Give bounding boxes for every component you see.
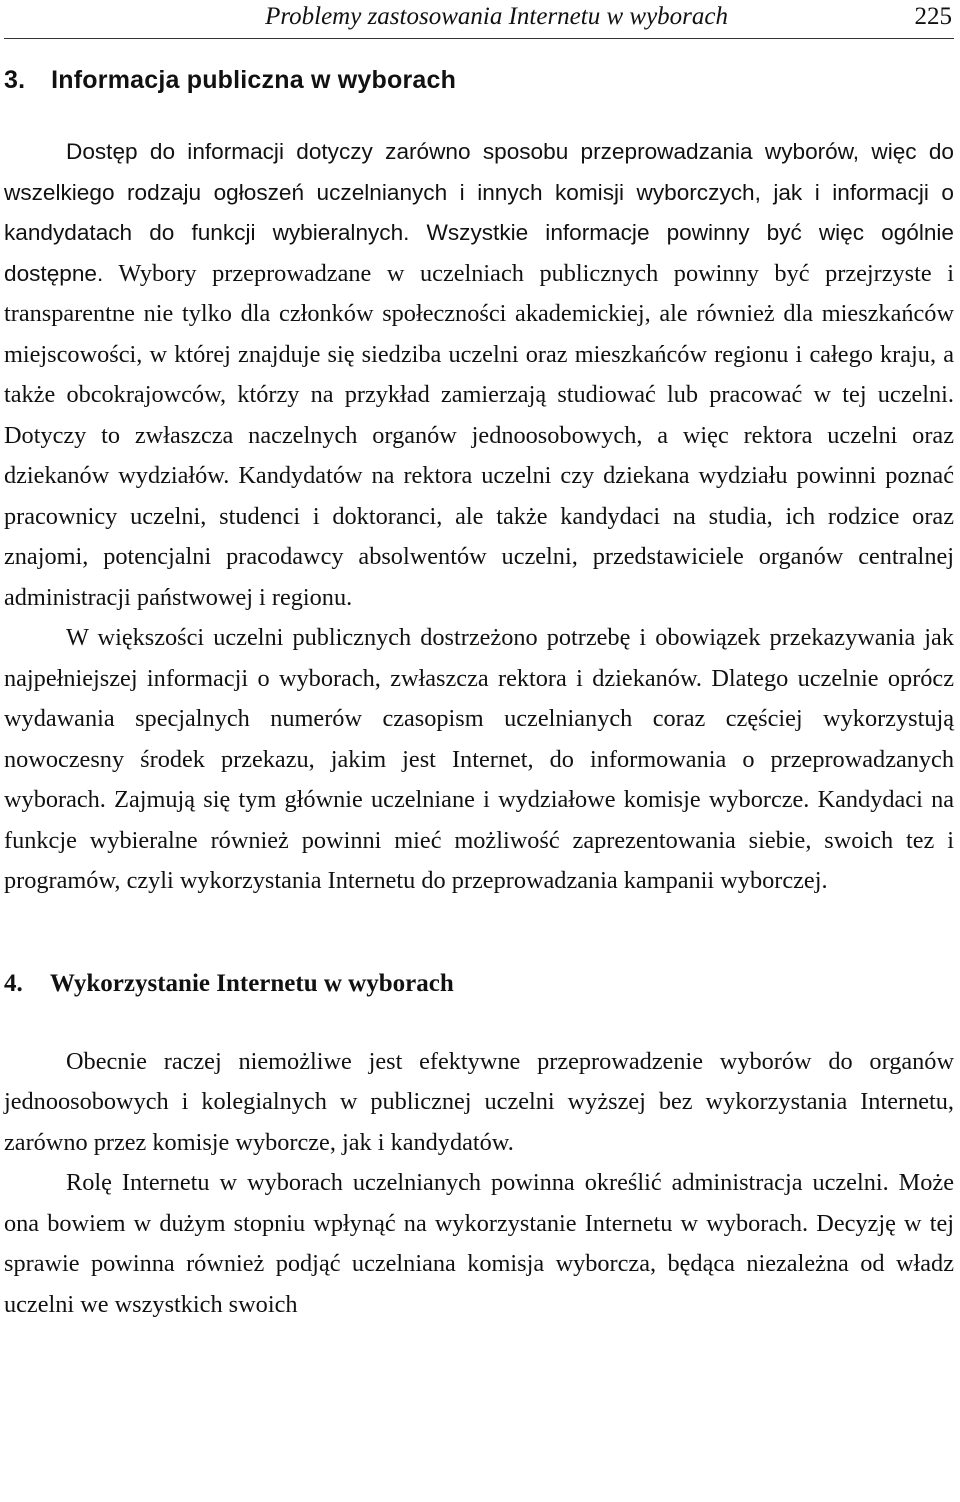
paragraph-1-sans-segment: Dostęp do informacji dotyczy zarówno sposobu przeprowadzania wyborów, więc do wszelkiego rodzaju ogłoszeń uczelnianych i innych komisji wyborczych, jak i informacji o kandydatach do funkcji wybieralnych. Wszystkie informacje powinny być więc ogólnie dostępne. (4, 139, 954, 286)
section-4-paragraph-2: Rolę Internetu w wyborach uczelnianych powinna określić administracja uczelni. Może ona bowiem w dużym stopniu wpłynąć na wykorzystanie Internetu w wyborach. Decyzję w tej sprawie powinna również podjąć uczelniana komisja wyborcza, będąca niezależna od władz uczelni we wszystkich swoich (4, 1169, 954, 1318)
section-4 (4, 964, 954, 1326)
spacer (4, 1004, 954, 1042)
spacer (4, 902, 954, 964)
section-4-paragraph-1: Obecnie raczej niemożliwe jest efektywne przeprowadzenie wyborów do organów jednoosobowych i kolegialnych w publicznej uczelni wyższej bez wykorzystania Internetu, zarówno przez komisje wyborcze, jak i kandydatów. (4, 1047, 954, 1156)
section-3 (4, 60, 954, 902)
section-4-number: 4. (4, 969, 23, 997)
running-title: Problemy zastosowania Internetu w wyborach (265, 3, 728, 30)
section-3-number: 3. (4, 66, 26, 94)
section-4-title: Wykorzystanie Internetu w wyborach (49, 969, 454, 997)
paragraph-1-serif-segment: Wybory przeprowadzane w uczelniach publicznych powinny być przejrzyste i transparentne nie tylko dla członków społeczności akademickiej, ale również dla mieszkańców miejscowości, w której znajduje się siedziba uczelni oraz mieszkańców regionu i całego kraju, a także obcokrajowców, którzy na przykład zamierzają studiować lub pracować w tej uczelni. Dotyczy to zwłaszcza naczelnych organów jednoosobowych, a więc rektora uczelni oraz dziekanów wydziałów. Kandydatów na rektora uczelni czy dziekana wydziału powinni poznać pracownicy uczelni, studenci i doktoranci, ale także kandydaci na studia, ich rodzice oraz znajomi, potencjalni pracodawcy absolwentów uczelni, przedstawiciele organów centralnej administracji państwowej i regionu. (4, 259, 954, 611)
spacer (4, 100, 954, 132)
section-3-heading (4, 60, 954, 100)
section-3-title: Informacja publiczna w wyborach (51, 66, 457, 94)
section-3-paragraph-1 (4, 132, 954, 618)
running-header (4, 0, 954, 39)
page-number: 225 (914, 3, 952, 30)
page-content (4, 60, 954, 1325)
section-3-paragraph-2: W większości uczelni publicznych dostrzeżono potrzebę i obowiązek przekazywania jak najpełniejszej informacji o wyborach, zwłaszcza rektora i dziekanów. Dlatego uczelnie oprócz wydawania specjalnych numerów czasopism uczelnianych coraz częściej wykorzystują nowoczesny środek przekazu, jakim jest Internet, do informowania o przeprowadzanych wyborach. Zajmują się tym głównie uczelniane i wydziałowe komisje wyborcze. Kandydaci na funkcje wybieralne również powinni mieć możliwość zaprezentowania siebie, swoich tez i programów, czyli wykorzystania Internetu do przeprowadzania kampanii wyborczej. (4, 624, 954, 894)
section-4-heading (4, 964, 954, 1004)
